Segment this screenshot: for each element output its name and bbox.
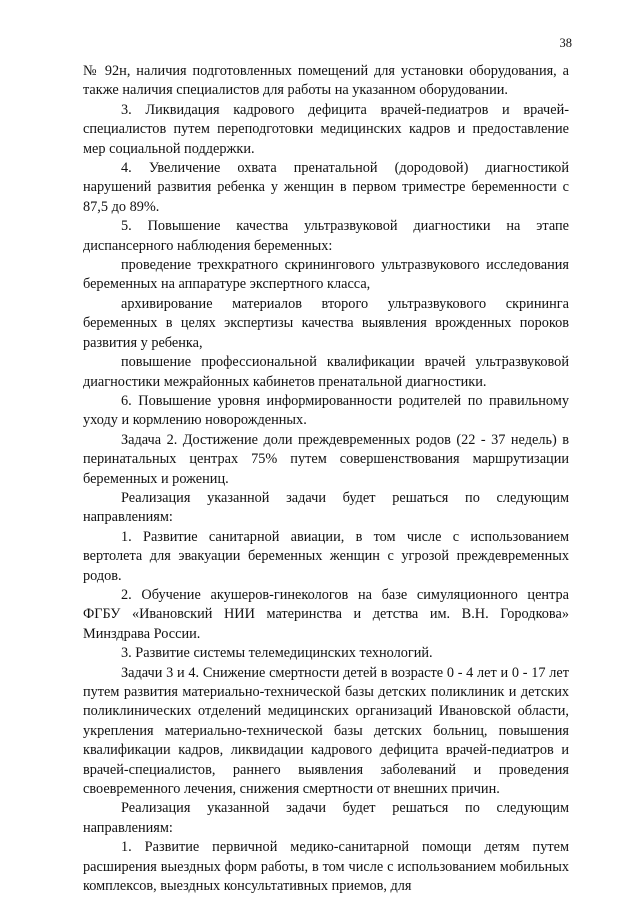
paragraph-task2-item-3: 3. Развитие системы телемедицинских технологий. (121, 645, 433, 662)
paragraph-tasks-3-4: Задачи 3 и 4. Снижение смертности детей в возрасте 0 - 4 лет и 0 - 17 лет путем развития материально-технической базы детских поликлиник и детских поликлинических отделений медицинских организаций Ивановской области, укрепления материально-технической базы детских больниц, повышения квалификации кадров, ликвидации кадрового дефицита врачей-педиатров и врачей-специалистов, раннего выявления заболеваний и проведения своевременного лечения, снижения смертности от внешних причин. (83, 664, 569, 798)
paragraph-item-5: 5. Повышение качества ультразвуковой диагностики на этапе диспансерного наблюдения беременных: (83, 218, 569, 254)
paragraph-subitem-screening: проведение трехкратного скринингового ультразвукового исследования беременных на аппаратуре экспертного класса, (83, 257, 569, 293)
document-body (83, 62, 569, 896)
paragraph-subitem-archiving: архивирование материалов второго ультразвукового скрининга беременных в целях экспертизы качества выявления врожденных пороков развития у ребенка, (83, 295, 569, 351)
paragraph-item-6: 6. Повышение уровня информированности родителей по правильному уходу и кормлению новорожденных. (83, 392, 569, 429)
paragraph-implementation-1: Реализация указанной задачи будет решаться по следующим направлениям: (83, 489, 569, 526)
paragraph-task2-item-1: 1. Развитие санитарной авиации, в том числе с использованием вертолета для эвакуации беременных женщин с угрозой преждевременных родов. (83, 528, 569, 584)
paragraph-item-4: 4. Увеличение охвата пренатальной (дородовой) диагностикой нарушений развития ребенка у женщин в первом триместре беременности с 87,5 до 89%. (83, 160, 569, 215)
paragraph-subitem-training: повышение профессиональной квалификации врачей ультразвуковой диагностики межрайонных кабинетов пренатальной диагностики. (83, 354, 569, 390)
paragraph-implementation-2: Реализация указанной задачи будет решаться по следующим направлениям: (83, 800, 569, 836)
paragraph-continuation: № 92н, наличия подготовленных помещений для установки оборудования, а также наличия специалистов для работы на указанном оборудовании. (83, 63, 569, 99)
paragraph-tasks34-item-1: 1. Развитие первичной медико-санитарной помощи детям путем расширения выездных форм работы, в том числе с использованием мобильных комплексов, выездных консультативных приемов, для (83, 839, 569, 895)
paragraph-task-2: Задача 2. Достижение доли преждевременных родов (22 - 37 недель) в перинатальных центрах 75% путем совершенствования маршрутизации беременных и рожениц. (83, 431, 569, 487)
page-number: 38 (559, 36, 572, 50)
paragraph-task2-item-2: 2. Обучение акушеров-гинекологов на базе симуляционного центра ФГБУ «Ивановский НИИ материнства и детства им. В.Н. Городкова» Минздрава России. (83, 586, 569, 642)
paragraph-item-3: 3. Ликвидация кадрового дефицита врачей-педиатров и врачей-специалистов путем переподготовки медицинских кадров и предоставление мер социальной поддержки. (83, 101, 569, 157)
